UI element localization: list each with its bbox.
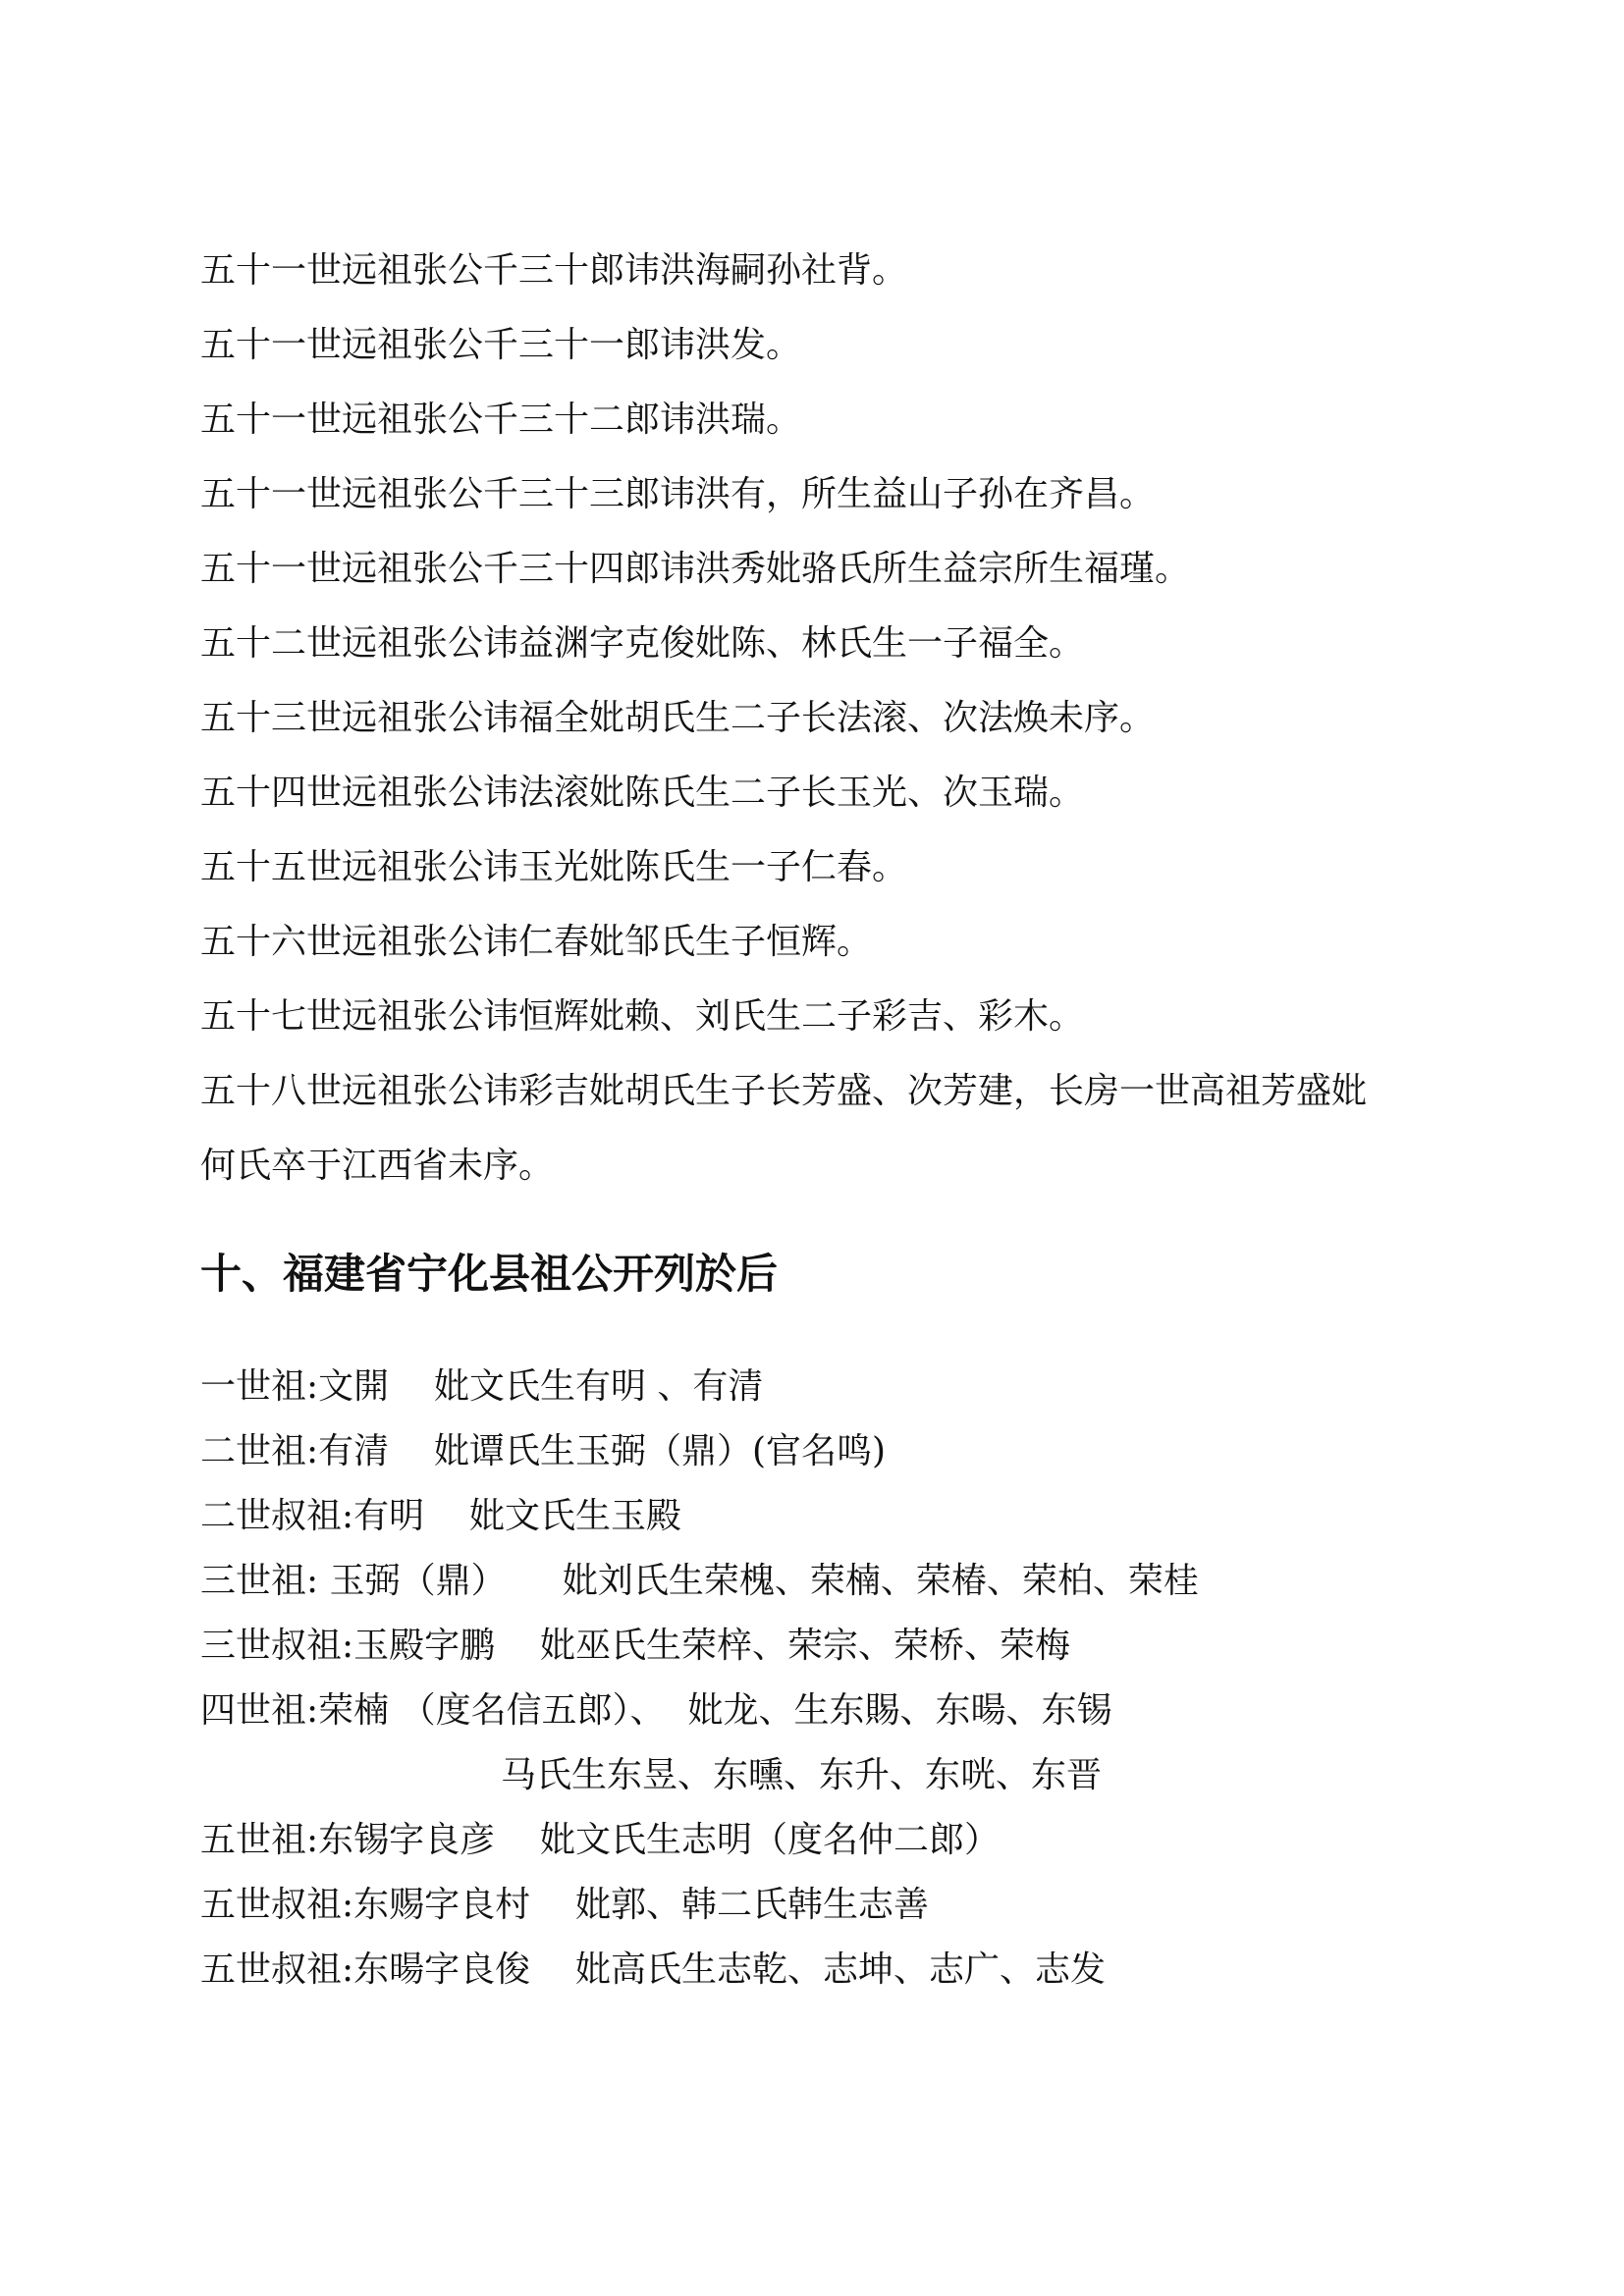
generation-label: 五世叔祖: xyxy=(200,1885,354,1925)
spouse-children: 妣高氏生志乾、志坤、志广、志发 xyxy=(574,1949,1106,1990)
section-heading: 十、福建省宁化县祖公开列於后 xyxy=(200,1250,779,1298)
paragraph-line: 五十四世远祖张公讳法滚妣陈氏生二子长玉光、次玉瑞。 xyxy=(200,773,1085,813)
spouse-children: 妣刘氏生荣槐、荣楠、荣椿、荣柏、荣桂 xyxy=(562,1561,1199,1601)
paragraph-line: 五十一世远祖张公千三十四郎讳洪秀妣骆氏所生益宗所生福瑾。 xyxy=(200,549,1191,589)
genealogy-row xyxy=(200,1808,1000,1873)
generation-label: 四世祖: xyxy=(200,1690,319,1731)
generation-label: 五世祖: xyxy=(200,1820,319,1860)
genealogy-row xyxy=(200,1873,929,1938)
spouse-children: 妣谭氏生玉弼（鼎）(官名鸣) xyxy=(433,1431,887,1471)
ancestor-name: 荣楠 （度名信五郎）、 xyxy=(318,1690,666,1731)
genealogy-row xyxy=(200,1938,1106,2002)
spouse-children: 妣文氏生玉殿 xyxy=(468,1496,681,1536)
ancestor-name: 玉殿字鹏 xyxy=(353,1626,496,1666)
ancestor-name: 东锡字良彦 xyxy=(318,1820,496,1860)
generation-label: 五世叔祖: xyxy=(200,1949,354,1990)
spouse-children: 妣文氏生志明（度名仲二郎） xyxy=(539,1820,1000,1860)
ancestor-name: 有清 xyxy=(318,1431,390,1471)
generation-label: 三世叔祖: xyxy=(200,1626,354,1666)
generation-label: 二世祖: xyxy=(200,1431,319,1471)
paragraph-line: 五十三世远祖张公讳福全妣胡氏生二子长法滚、次法焕未序。 xyxy=(200,698,1156,738)
ancestor-name: 东赐字良村 xyxy=(353,1885,531,1925)
genealogy-row xyxy=(200,1419,886,1484)
ancestor-name: 玉弼（鼎） xyxy=(318,1561,507,1601)
genealogy-row xyxy=(200,1549,1199,1614)
spouse-children: 妣郭、韩二氏韩生志善 xyxy=(574,1885,929,1925)
generation-label: 二世叔祖: xyxy=(200,1496,354,1536)
spouse-children: 妣巫氏生荣梓、荣宗、荣桥、荣梅 xyxy=(539,1626,1070,1666)
genealogy-row xyxy=(200,1484,681,1549)
paragraph-line: 五十七世远祖张公讳恒辉妣赖、刘氏生二子彩吉、彩木。 xyxy=(200,996,1085,1037)
paragraph-line: 五十一世远祖张公千三十三郎讳洪有，所生益山子孙在齐昌。 xyxy=(200,474,1156,514)
paragraph-line: 何氏卒于江西省未序。 xyxy=(200,1146,555,1186)
paragraph-line: 五十二世远祖张公讳益渊字克俊妣陈、林氏生一子福全。 xyxy=(200,623,1085,664)
paragraph-line: 五十八世远祖张公讳彩吉妣胡氏生子长芳盛、次芳建，长房一世高祖芳盛妣 xyxy=(200,1071,1368,1111)
paragraph-line: 五十五世远祖张公讳玉光妣陈氏生一子仁春。 xyxy=(200,847,908,887)
genealogy-row-continuation xyxy=(501,1743,1102,1808)
paragraph-line: 五十一世远祖张公千三十一郎讳洪发。 xyxy=(200,325,802,365)
generation-label: 一世祖: xyxy=(200,1366,319,1407)
paragraph-line: 五十一世远祖张公千三十二郎讳洪瑞。 xyxy=(200,400,802,440)
generation-label: 三世祖: xyxy=(200,1561,319,1601)
paragraph-line: 五十六世远祖张公讳仁春妣邹氏生子恒辉。 xyxy=(200,922,873,962)
spouse-children: 妣龙、生东賜、东暘、东锡 xyxy=(687,1690,1112,1731)
ancestor-name: 有明 xyxy=(353,1496,425,1536)
ancestor-name: 东暘字良俊 xyxy=(353,1949,531,1990)
spouse-children: 妣文氏生有明 、有清 xyxy=(433,1366,764,1407)
ancestor-name: 文開 xyxy=(318,1366,390,1407)
spouse-children: 马氏生东昱、东曛、东升、东咣、东晋 xyxy=(501,1755,1103,1795)
genealogy-row xyxy=(200,1679,1112,1743)
genealogy-row xyxy=(200,1355,763,1419)
paragraph-line: 五十一世远祖张公千三十郎讳洪海嗣孙社背。 xyxy=(200,250,908,291)
genealogy-row xyxy=(200,1614,1070,1679)
